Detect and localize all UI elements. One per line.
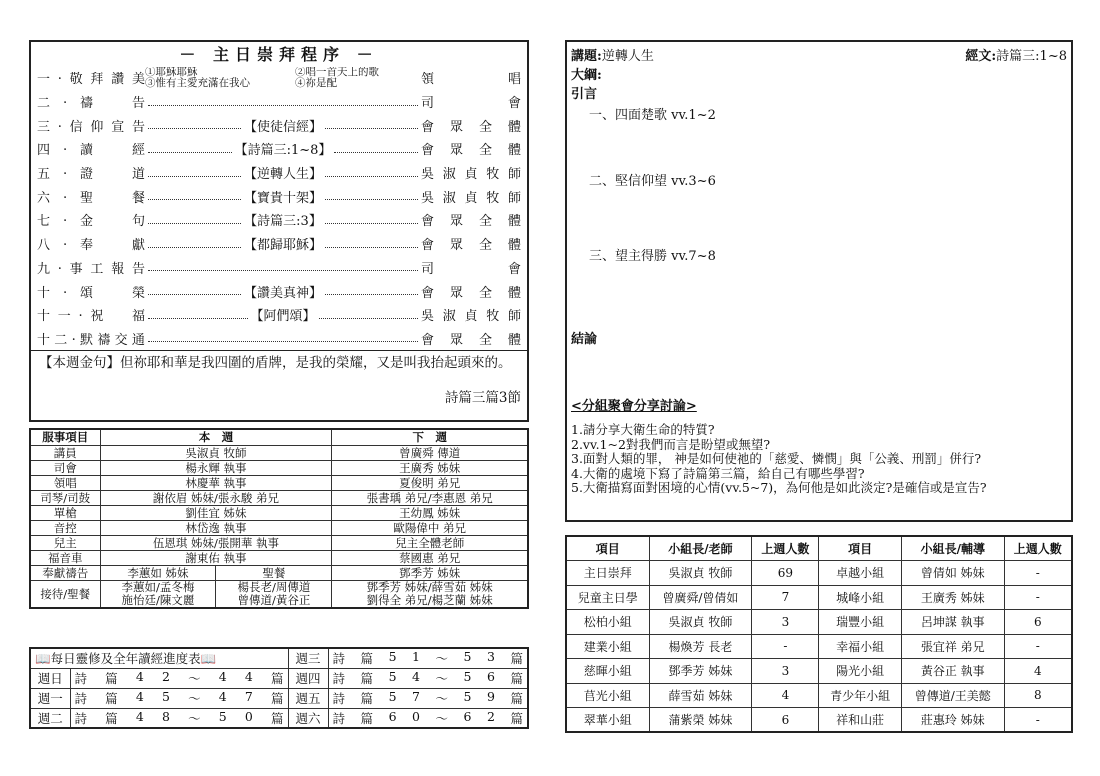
- worship-item-label: 三 . 信 仰 宣 告: [37, 115, 145, 135]
- group-cell: 幸福小組: [819, 634, 901, 659]
- outline-point: 三、望主得勝 vv.7~8: [589, 249, 716, 264]
- discussion-questions: [571, 423, 1071, 496]
- worship-item-leader: 會 眾 全 體: [421, 238, 521, 254]
- col-header: 小組長/老師: [649, 536, 752, 561]
- col-header: 項目: [566, 536, 649, 561]
- leader-dots: [148, 263, 418, 271]
- book-icon: 📖: [35, 651, 51, 667]
- table-row: [566, 634, 1072, 659]
- discussion-question: 1.請分享大衛生命的特質?: [571, 422, 715, 437]
- discussion-question: 5.大衛描寫面對困境的心情(vv.5~7)，為何他是如此淡定?是確信或是宣告?: [571, 480, 987, 495]
- this-week: 林岱逸 執事: [100, 520, 332, 535]
- worship-item-leader: 吳 淑 貞 牧 師: [421, 190, 521, 206]
- worship-item: [37, 90, 521, 114]
- table-row: [566, 561, 1072, 586]
- worship-item-detail: [145, 263, 421, 271]
- worship-item: [37, 184, 521, 208]
- table-row: [30, 520, 528, 535]
- group-cell: 7: [752, 585, 819, 610]
- worship-item-label: 八 . 奉 獻: [37, 234, 145, 254]
- worship-item-leader: 領 唱: [421, 72, 521, 88]
- worship-item-label: 五 . 證 道: [37, 163, 145, 183]
- worship-item-label: 七 . 金 句: [37, 210, 145, 230]
- worship-item-label: 十 二 . 默 禱 交 通: [37, 328, 145, 348]
- next-week: [332, 580, 528, 608]
- table-row: [30, 688, 528, 708]
- reading-text: 詩 篇 4 8 ～ 5 0 篇: [70, 708, 288, 728]
- table-row: [30, 668, 528, 688]
- next-week: 歐陽偉中 弟兄: [332, 520, 528, 535]
- worship-item-detail: [145, 334, 421, 342]
- worship-item-detail: [145, 234, 421, 253]
- group-cell: 兒童主日學: [566, 585, 649, 610]
- reading-day: 週日: [30, 668, 70, 688]
- worship-item-label: 一 . 敬 拜 讚 美: [37, 68, 145, 88]
- next-week: 王幼鳳 姊妹: [332, 505, 528, 520]
- table-row: [566, 683, 1072, 708]
- group-cell: 4: [1004, 659, 1072, 684]
- group-cell: 鄧季芳 姊妹: [649, 659, 752, 684]
- table-row: [30, 505, 528, 520]
- group-cell: 瑞豐小組: [819, 610, 901, 635]
- reading-text: 詩 篇 5 4 ～ 5 6 篇: [328, 668, 528, 688]
- col-header: 項目: [819, 536, 901, 561]
- reading-text: 詩 篇 4 5 ～ 4 7 篇: [70, 688, 288, 708]
- col-header: 上週人數: [1004, 536, 1072, 561]
- leader-dots: [148, 311, 248, 319]
- group-cell: 陽光小組: [819, 659, 901, 684]
- this-week: 李蕙如 姊妹: [100, 565, 216, 580]
- group-cell: 楊煥芳 長老: [649, 634, 752, 659]
- col-header: 上週人數: [752, 536, 819, 561]
- reading-day: 週一: [30, 688, 70, 708]
- leader-dots: [148, 240, 241, 248]
- worship-item-title: 【詩篇三:3】: [244, 214, 322, 230]
- group-cell: 建業小組: [566, 634, 649, 659]
- worship-item-leader: 會 眾 全 體: [421, 285, 521, 301]
- group-cell: -: [1004, 708, 1072, 733]
- worship-item: [37, 66, 521, 90]
- group-cell: 6: [1004, 610, 1072, 635]
- leader-dots: [325, 287, 418, 295]
- worship-item-label: 二 . 禱 告: [37, 92, 145, 112]
- group-cell: 3: [752, 610, 819, 635]
- group-cell: 4: [752, 683, 819, 708]
- worship-item: [37, 232, 521, 256]
- next-week: 夏俊明 弟兄: [332, 475, 528, 490]
- outline-label: 大綱:: [571, 68, 602, 83]
- worship-item-title: 【使徒信經】: [244, 119, 323, 135]
- col-header: 下 週: [332, 429, 528, 445]
- service-role: 奉獻禱告: [30, 565, 100, 580]
- group-cell: 祥和山莊: [819, 708, 901, 733]
- usher-line: 曾傳道/黃谷正: [237, 592, 311, 607]
- this-week: 謝依眉 姊妹/張永駿 弟兄: [100, 490, 332, 505]
- table-row: [566, 585, 1072, 610]
- group-cell: 城峰小組: [819, 585, 901, 610]
- leader-dots: [319, 311, 419, 319]
- outline-point: 一、四面楚歌 vv.1~2: [589, 108, 716, 123]
- col-header: 小組長/輔導: [901, 536, 1004, 561]
- reading-day: 週二: [30, 708, 70, 728]
- leader-dots: [148, 334, 418, 342]
- usher-line: 施怡廷/陳文麗: [121, 592, 195, 607]
- service-role: 領唱: [30, 475, 100, 490]
- this-week: 吳淑貞 牧師: [100, 445, 332, 460]
- leader-dots: [148, 169, 241, 177]
- worship-item-leader: 司 會: [421, 96, 521, 112]
- worship-item: [37, 137, 521, 161]
- reading-plan-title: 📖每日靈修及全年讀經進度表📖: [30, 648, 288, 668]
- song-title: ②唱一首天上的歌: [295, 66, 379, 78]
- table-row: [30, 580, 528, 608]
- table-row: [30, 565, 528, 580]
- reading-text: 詩 篇 5 7 ～ 5 9 篇: [328, 688, 528, 708]
- worship-item-detail: [145, 282, 421, 301]
- worship-item: [37, 208, 521, 232]
- this-week: 林慶華 執事: [100, 475, 332, 490]
- leader-dots: [325, 169, 418, 177]
- next-week: 張書瑀 弟兄/李惠恩 弟兄: [332, 490, 528, 505]
- table-row: [30, 490, 528, 505]
- this-week: 劉佳宜 姊妹: [100, 505, 332, 520]
- group-cell: -: [1004, 561, 1072, 586]
- leader-dots: [148, 145, 232, 153]
- col-header: 本 週: [100, 429, 332, 445]
- reading-plan: [29, 647, 529, 729]
- worship-item-detail: [145, 116, 421, 135]
- worship-item-detail: [145, 210, 421, 229]
- worship-item-label: 四 . 讀 經: [37, 139, 145, 159]
- discussion-question: 2.vv.1~2對我們而言是盼望或無望?: [571, 436, 771, 452]
- table-row: [30, 460, 528, 475]
- sermon-title: 逆轉人生: [601, 49, 654, 64]
- worship-item-title: 【阿們頌】: [250, 309, 316, 325]
- song-title: ④祢是配: [295, 76, 337, 89]
- group-cell: 慈暉小組: [566, 659, 649, 684]
- discussion-question: 4.大衛的處境下寫了詩篇第三篇，給自己有哪些學習?: [571, 465, 865, 481]
- group-cell: 吳淑貞 牧師: [649, 561, 752, 586]
- worship-item-detail: [145, 163, 421, 182]
- leader-dots: [148, 98, 418, 106]
- leader-dots: [148, 121, 241, 129]
- scripture: 詩篇三:1~8: [996, 49, 1067, 64]
- worship-item: [37, 256, 521, 280]
- worship-item: [37, 113, 521, 137]
- table-row: [566, 610, 1072, 635]
- next-week: 兒主全體老師: [332, 535, 528, 550]
- next-week: 王廣秀 姊妹: [332, 460, 528, 475]
- this-week: [100, 580, 216, 608]
- this-week: [216, 580, 332, 608]
- group-cell: 69: [752, 561, 819, 586]
- group-cell: 張宜祥 弟兄: [901, 634, 1004, 659]
- worship-item-detail: [145, 67, 421, 89]
- book-icon: 📖: [200, 651, 217, 667]
- worship-item-leader: 會 眾 全 體: [421, 332, 521, 348]
- worship-item-leader: 會 眾 全 體: [421, 119, 521, 135]
- leader-dots: [148, 192, 241, 200]
- leader-dots: [325, 192, 418, 200]
- worship-item-detail: [145, 187, 421, 206]
- communion-label: 聖餐: [216, 565, 332, 580]
- reading-text: 詩 篇 4 2 ～ 4 4 篇: [70, 668, 288, 688]
- group-cell: -: [1004, 585, 1072, 610]
- reading-text: 詩 篇 5 1 ～ 5 3 篇: [328, 648, 528, 668]
- worship-item-title: 【逆轉人生】: [244, 167, 323, 183]
- leader-dots: [334, 145, 418, 153]
- worship-item-label: 九 . 事 工 報 告: [37, 257, 145, 277]
- worship-item-label: 十 一 . 祝 福: [37, 305, 145, 325]
- conclusion-label: 結論: [571, 332, 598, 347]
- worship-item-label: 六 . 聖 餐: [37, 186, 145, 206]
- memory-verse-text: 【本週金句】但祢耶和華是我四圍的盾牌，是我的榮耀，又是叫我抬起頭來的。: [39, 355, 512, 372]
- sermon-title-label: 講題:: [571, 49, 602, 64]
- next-week: 曾廣舜 傳道: [332, 445, 528, 460]
- worship-order-title: － 主日崇拜程序 －: [179, 45, 379, 64]
- group-cell: 王廣秀 姊妹: [901, 585, 1004, 610]
- table-row: [30, 445, 528, 460]
- group-cell: 薛雪茹 姊妹: [649, 683, 752, 708]
- group-cell: 3: [752, 659, 819, 684]
- service-role: 福音車: [30, 550, 100, 565]
- group-attendance: [565, 535, 1073, 733]
- worship-item-leader: 吳 淑 貞 牧 師: [421, 167, 521, 183]
- group-cell: 苢光小組: [566, 683, 649, 708]
- worship-item: [37, 303, 521, 327]
- next-week: 蔡國惠 弟兄: [332, 550, 528, 565]
- service-role: 音控: [30, 520, 100, 535]
- worship-item-leader: 司 會: [421, 261, 521, 277]
- usher-line: 劉得全 弟兄/楊芝蘭 姊妹: [366, 592, 493, 607]
- group-cell: 8: [1004, 683, 1072, 708]
- group-cell: 黃谷正 執事: [901, 659, 1004, 684]
- usher-line: 鄧季芳 姊妹/薛雪茹 姊妹: [366, 579, 493, 594]
- discussion-title: <分組聚會分享討論>: [571, 399, 697, 414]
- table-row: [30, 535, 528, 550]
- group-cell: 青少年小組: [819, 683, 901, 708]
- worship-item: [37, 327, 521, 351]
- reading-day: 週三: [288, 648, 328, 668]
- usher-line: 李蕙如/孟冬梅: [121, 579, 195, 594]
- group-cell: 松柏小組: [566, 610, 649, 635]
- worship-item-leader: 會 眾 全 體: [421, 143, 521, 159]
- leader-dots: [148, 216, 241, 224]
- service-role: 接待/聖餐: [30, 580, 100, 608]
- intro-label: 引言: [571, 87, 598, 102]
- service-role: 兒主: [30, 535, 100, 550]
- leader-dots: [325, 240, 418, 248]
- worship-item-label: 十 . 頌 榮: [37, 281, 145, 301]
- table-row: [30, 708, 528, 728]
- worship-item-detail: [145, 139, 421, 158]
- this-week: 楊永輝 執事: [100, 460, 332, 475]
- group-cell: 呂坤謀 執事: [901, 610, 1004, 635]
- worship-item-leader: 會 眾 全 體: [421, 214, 521, 230]
- group-cell: 曾傳道/王美懿: [901, 683, 1004, 708]
- memory-verse: [31, 350, 527, 410]
- song-list: [145, 67, 421, 89]
- memory-verse-ref: 詩篇三篇3節: [444, 390, 521, 407]
- leader-dots: [325, 121, 418, 129]
- reading-day: 週六: [288, 708, 328, 728]
- worship-order: [29, 40, 529, 422]
- table-row: [30, 475, 528, 490]
- group-cell: 卓越小組: [819, 561, 901, 586]
- worship-item-title: 【詩篇三:1~8】: [234, 143, 332, 159]
- group-cell: 莊惠玲 姊妹: [901, 708, 1004, 733]
- group-cell: 蒲紫榮 姊妹: [649, 708, 752, 733]
- table-row: [566, 708, 1072, 733]
- song-title: ③惟有主愛充滿在我心: [145, 76, 250, 89]
- group-cell: 主日崇拜: [566, 561, 649, 586]
- next-week: 鄧季芳 姊妹: [332, 565, 528, 580]
- worship-item-leader: 吳 淑 貞 牧 師: [421, 309, 521, 325]
- worship-item: [37, 279, 521, 303]
- table-row: [566, 659, 1072, 684]
- worship-item-title: 【都歸耶穌】: [244, 238, 323, 254]
- worship-order-list: [37, 66, 521, 350]
- group-cell: 吳淑貞 牧師: [649, 610, 752, 635]
- worship-item-detail: [145, 98, 421, 106]
- reading-text: 詩 篇 6 0 ～ 6 2 篇: [328, 708, 528, 728]
- song-title: ①耶穌耶穌: [145, 66, 198, 78]
- discussion-question: 3.面對人類的罪， 神是如何使祂的「慈愛、憐憫」與「公義、刑罰」併行?: [571, 451, 982, 466]
- col-header: 服事項目: [30, 429, 100, 445]
- worship-item-title: 【寶貴十架】: [244, 190, 323, 206]
- group-cell: 6: [752, 708, 819, 733]
- group-cell: -: [752, 634, 819, 659]
- outline-point: 二、堅信仰望 vv.3~6: [589, 174, 716, 189]
- usher-line: 楊長老/周傳道: [237, 579, 311, 594]
- group-cell: 曾倩如 姊妹: [901, 561, 1004, 586]
- service-role: 講員: [30, 445, 100, 460]
- worship-item: [37, 161, 521, 185]
- worship-item-detail: [145, 305, 421, 324]
- sermon-notes: [565, 40, 1073, 522]
- this-week: 謝東佑 執事: [100, 550, 332, 565]
- group-cell: 翠華小組: [566, 708, 649, 733]
- scripture-label: 經文:: [965, 49, 997, 64]
- this-week: 伍恩琪 姊妹/張開華 執事: [100, 535, 332, 550]
- leader-dots: [325, 216, 418, 224]
- service-roster: [29, 428, 529, 609]
- leader-dots: [148, 287, 241, 295]
- group-cell: 曾廣舜/曾倩如: [649, 585, 752, 610]
- table-row: [30, 550, 528, 565]
- reading-day: 週四: [288, 668, 328, 688]
- reading-day: 週五: [288, 688, 328, 708]
- service-role: 司琴/司鼓: [30, 490, 100, 505]
- service-role: 單槍: [30, 505, 100, 520]
- group-cell: -: [1004, 634, 1072, 659]
- worship-item-title: 【讚美真神】: [244, 285, 323, 301]
- service-role: 司會: [30, 460, 100, 475]
